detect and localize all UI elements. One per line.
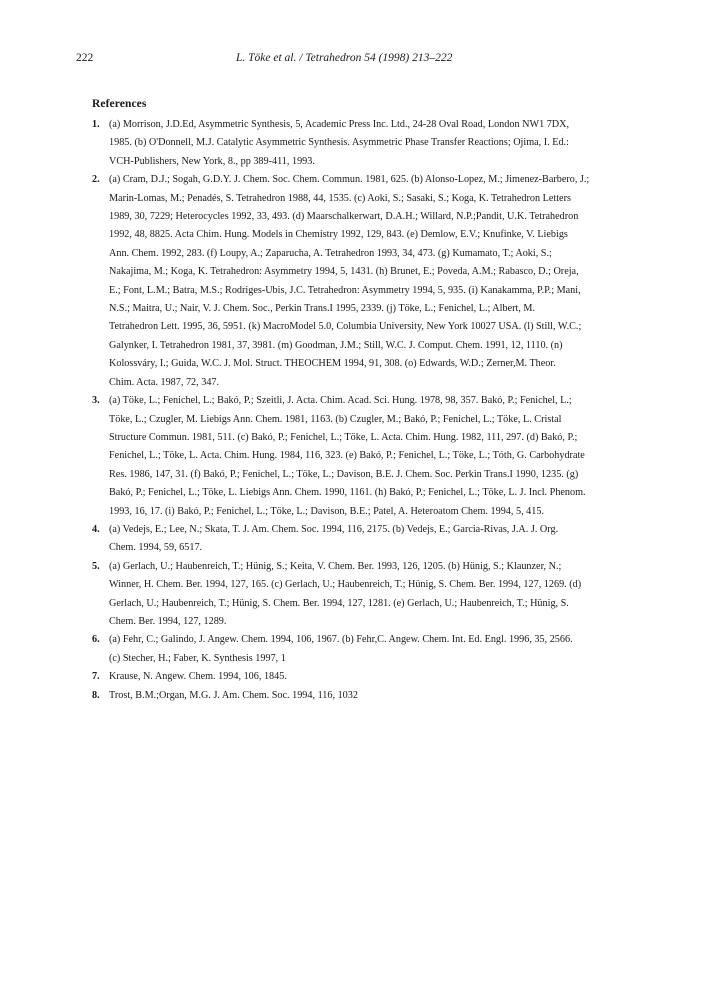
reference-line: 1989, 30, 7229; Heterocycles 1992, 33, 493. (d) Maarschalkerwart, D.A.H.; Willard, N.P.;Pandit, U.K. Tetrahedron bbox=[109, 211, 579, 223]
reference-number: 3. bbox=[92, 395, 100, 407]
references-heading: References bbox=[92, 98, 147, 110]
reference-number: 4. bbox=[92, 523, 100, 535]
reference-line: (a) Vedejs, E.; Lee, N.; Skata, T. J. Am. Chem. Soc. 1994, 116, 2175. (b) Vedejs, E.; Garcia-Rivas, J.A. J. Org. bbox=[109, 523, 559, 535]
reference-line: Nakajima, M.; Koga, K. Tetrahedron: Asymmetry 1994, 5, 1431. (h) Brunet, E.; Poveda, A.M.; Rabasco, D.; Oreja, bbox=[109, 266, 579, 278]
reference-line: VCH-Publishers, New York, 8., pp 389-411, 1993. bbox=[109, 155, 315, 167]
reference-line: Tetrahedron Lett. 1995, 36, 5951. (k) MacroModel 5.0, Columbia University, New York 10027 USA. (l) Still, W.C.; bbox=[109, 321, 582, 333]
reference-item bbox=[92, 687, 652, 705]
reference-line: (a) Fehr, C.; Galindo, J. Angew. Chem. 1994, 106, 1967. (b) Fehr,C. Angew. Chem. Int. Ed. Engl. 1996, 35, 2566. bbox=[109, 634, 573, 646]
reference-line: (a) Cram, D.J.; Sogah, G.D.Y. J. Chem. Soc. Chem. Commun. 1981, 625. (b) Alonso-Lopez, M.; Jimenez-Barbero, J.; bbox=[109, 174, 590, 186]
reference-item bbox=[92, 521, 652, 558]
reference-number: 5. bbox=[92, 560, 100, 572]
reference-line: 1993, 16, 17. (i) Bakó, P.; Fenichel, L.; Töke, L.; Davison, B.E.; Patel, A. Heteroatom Chem. 1994, 5, 415. bbox=[109, 505, 544, 517]
reference-line: Trost, B.M.;Organ, M.G. J. Am. Chem. Soc. 1994, 116, 1032 bbox=[109, 689, 358, 701]
reference-line: Krause, N. Angew. Chem. 1994, 106, 1845. bbox=[109, 671, 287, 683]
reference-item bbox=[92, 392, 652, 521]
reference-number: 1. bbox=[92, 119, 100, 130]
reference-line: (a) Morrison, J.D.Ed, Asymmetric Synthesis, 5, Academic Press Inc. Ltd., 24-28 Oval Road, London NW1 7DX, bbox=[109, 119, 570, 130]
reference-line: E.; Font, L.M.; Batra, M.S.; Rodriges-Ubis, J.C. Tetrahedron: Asymmetry 1994, 5, 935. (i) Kanakamma, P.P.; Mani, bbox=[109, 284, 581, 296]
reference-number: 2. bbox=[92, 174, 100, 186]
reference-line: Chem. Ber. 1994, 127, 1289. bbox=[109, 615, 227, 627]
reference-line: Marin-Lomas, M.; Penadés, S. Tetrahedron 1988, 44, 1535. (c) Aoki, S.; Sasaki, S.; Koga, K. Tetrahedron Letters bbox=[109, 192, 571, 204]
reference-line: Chem. 1994, 59, 6517. bbox=[109, 542, 203, 554]
reference-item bbox=[92, 558, 652, 632]
reference-line: Gerlach, U.; Haubenreich, T.; Hünig, S. Chem. Ber. 1994, 127, 1281. (e) Gerlach, U.; Haubenreich, T.; Hünig, S. bbox=[109, 597, 569, 609]
reference-item bbox=[92, 171, 652, 392]
reference-number: 8. bbox=[92, 689, 100, 701]
reference-number: 7. bbox=[92, 671, 100, 683]
references-section bbox=[92, 98, 652, 705]
reference-line: N.S.; Maitra, U.; Nair, V. J. Chem. Soc., Perkin Trans.I 1995, 2339. (j) Töke, L.; Fenichel, L.; Albert, M. bbox=[109, 303, 536, 315]
reference-line: Chim. Acta. 1987, 72, 347. bbox=[109, 376, 220, 388]
reference-line: Fenichel, L.; Töke, L. Acta. Chim. Hung. 1984, 116, 323. (e) Bakó, P.; Fenichel, L.; Töke, L.; Tóth, G. Carbohydrate bbox=[109, 450, 585, 462]
page-number: 222 bbox=[76, 52, 94, 64]
reference-item bbox=[92, 668, 652, 686]
running-title: L. Töke et al. / Tetrahedron 54 (1998) 213–222 bbox=[236, 52, 453, 64]
reference-line: Bakó, P.; Fenichel, L.; Töke, L. Liebigs Ann. Chem. 1990, 1161. (h) Bakó, P.; Fenichel, L.; Töke, L. J. Incl. Phenom. bbox=[109, 487, 586, 499]
reference-item bbox=[92, 116, 652, 171]
reference-line: 1992, 48, 8825. Acta Chim. Hung. Models in Chemistry 1992, 129, 843. (e) Demlow, E.V.; Knufinke, V. Liebigs bbox=[109, 229, 568, 241]
reference-number: 6. bbox=[92, 634, 100, 646]
reference-line: (a) Töke, L.; Fenichel, L.; Bakó, P.; Szeitli, J. Acta. Chim. Acad. Sci. Hung. 1978, 98, 357. Bakó, P.; Fenichel, L.; bbox=[109, 395, 572, 407]
reference-item bbox=[92, 631, 652, 668]
reference-line: (a) Gerlach, U.; Haubenreich, T.; Hünig, S.; Keita, V. Chem. Ber. 1993, 126, 1205. (b) Hünig, S.; Klaunzer, N.; bbox=[109, 560, 562, 572]
reference-line: Töke, L.; Czugler, M. Liebigs Ann. Chem. 1981, 1163. (b) Czugler, M.; Bakó, P.; Fenichel, L.; Töke, L. Cristal bbox=[109, 413, 562, 425]
reference-line: Kolossváry, I.; Guida, W.C. J. Mol. Struct. THEOCHEM 1994, 91, 308. (o) Edwards, W.D.; Zerner,M. Theor. bbox=[109, 358, 556, 370]
reference-line: Res. 1986, 147, 31. (f) Bakó, P.; Fenichel, L.; Töke, L.; Davison, B.E. J. Chem. Soc. Perkin Trans.I 1990, 1235. (g) bbox=[109, 468, 579, 480]
reference-line: Winner, H. Chem. Ber. 1994, 127, 165. (c) Gerlach, U.; Haubenreich, T.; Hünig, S. Chem. Ber. 1994, 127, 1269. (d) bbox=[109, 579, 582, 591]
reference-line: Ann. Chem. 1992, 283. (f) Loupy, A.; Zaparucha, A. Tetrahedron 1993, 34, 473. (g) Kumamato, T.; Aoki, S.; bbox=[109, 247, 552, 259]
reference-line: Structure Commun. 1981, 511. (c) Bakó, P.; Fenichel, L.; Töke, L. Acta. Chim. Hung. 1982, 111, 297. (d) Bakó, P.; bbox=[109, 431, 578, 443]
reference-line: (c) Stecher, H.; Faber, K. Synthesis 1997, 1 bbox=[109, 652, 286, 664]
reference-line: Galynker, I. Tetrahedron 1981, 37, 3981. (m) Goodman, J.M.; Still, W.C. J. Comput. Chem. 1991, 12, 1110. (n) bbox=[109, 339, 563, 351]
reference-line: 1985. (b) O'Donnell, M.J. Catalytic Asymmetric Synthesis. Asymmetric Phase Transfer Reactions; Ojima, I. Ed.: bbox=[109, 137, 569, 149]
